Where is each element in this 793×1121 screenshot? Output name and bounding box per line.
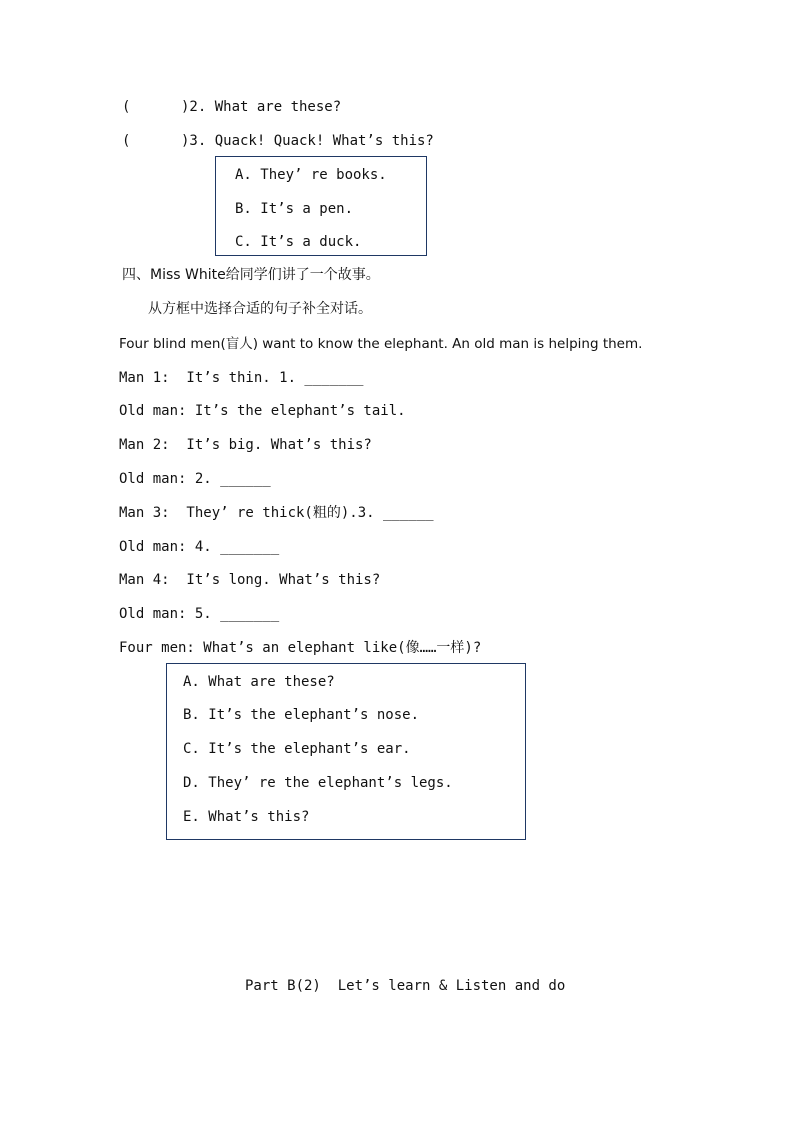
section4-heading: 四、Miss White给同学们讲了一个故事。 <box>122 267 380 283</box>
section4-option-e: E. What’s this? <box>183 809 310 825</box>
exercise3-option-a: A. They’ re books. <box>235 167 387 183</box>
dialogue-line-1: Man 1: It’s thin. 1. _______ <box>119 370 364 386</box>
exercise3-option-b: B. It’s a pen. <box>235 201 354 217</box>
dialogue-line-2: Old man: It’s the elephant’s tail. <box>119 403 406 419</box>
section4-option-b: B. It’s the elephant’s nose. <box>183 707 420 723</box>
section4-intro: Four blind men(盲人) want to know the elephant. An old man is helping them. <box>119 336 643 352</box>
dialogue-line-7: Man 4: It’s long. What’s this? <box>119 572 381 588</box>
section4-option-a: A. What are these? <box>183 674 335 690</box>
part-footer-title: Part B(2) Let’s learn & Listen and do <box>245 978 566 994</box>
dialogue-line-8: Old man: 5. _______ <box>119 606 280 622</box>
question-3: ( )3. Quack! Quack! What’s this? <box>122 133 434 149</box>
dialogue-line-4: Old man: 2. ______ <box>119 471 271 487</box>
dialogue-line-5: Man 3: They’ re thick(粗的).3. ______ <box>119 505 434 521</box>
section4-instruction: 从方框中选择合适的句子补全对话。 <box>148 301 372 317</box>
section4-option-c: C. It’s the elephant’s ear. <box>183 741 411 757</box>
exercise3-option-c: C. It’s a duck. <box>235 234 362 250</box>
dialogue-line-9: Four men: What’s an elephant like(像……一样)? <box>119 640 482 656</box>
question-2: ( )2. What are these? <box>122 99 342 115</box>
dialogue-line-6: Old man: 4. _______ <box>119 539 280 555</box>
dialogue-line-3: Man 2: It’s big. What’s this? <box>119 437 372 453</box>
section4-option-d: D. They’ re the elephant’s legs. <box>183 775 453 791</box>
